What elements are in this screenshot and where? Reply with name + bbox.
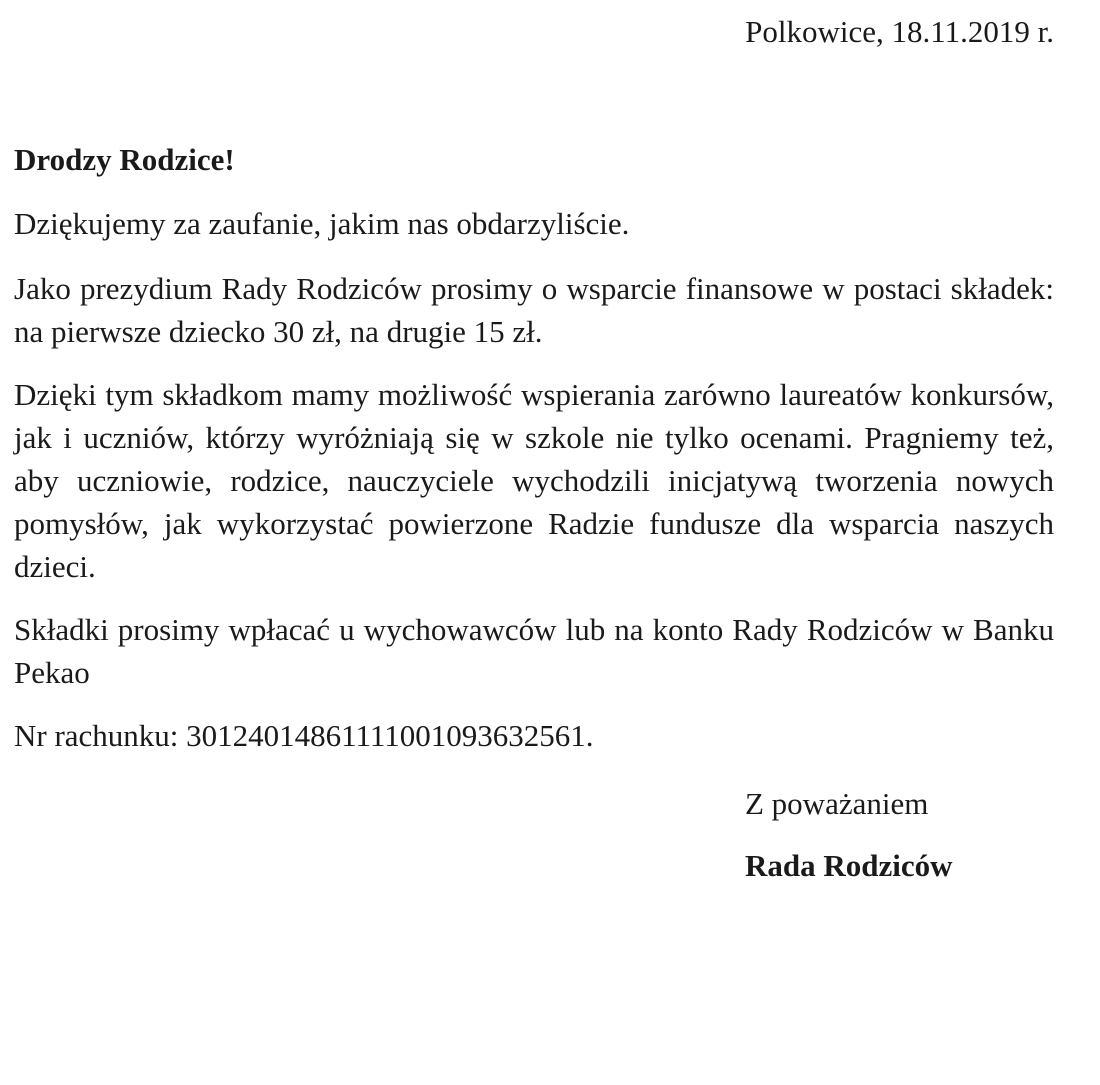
paragraph-contribution-request: Jako prezydium Rady Rodziców prosimy o wsparcie finansowe w postaci składek: na pierwsze dziecko 30 zł, na drugie 15 zł. — [14, 271, 1054, 349]
date-line: Polkowice, 18.11.2019 r. — [745, 14, 1054, 49]
paragraph-purpose: Dzięki tym składkom mamy możliwość wspierania zarówno laureatów konkursów, jak i uczniów, którzy wyróżniają się w szkole nie tylko ocenami. Pragniemy też, aby uczniowie, rodzice, nauczyciele wychodzili inicjatywą tworzenia nowych pomysłów, jak wykorzystać powierzone Radzie fundusze dla wsparcia naszych dzieci. — [14, 377, 1054, 584]
letter-body — [14, 202, 1054, 777]
paragraph-account-number: Nr rachunku: 30124014861111001093632561. — [14, 718, 594, 753]
greeting-heading: Drodzy Rodzice! — [14, 142, 235, 177]
paragraph-payment-info: Składki prosimy wpłacać u wychowawców lub na konto Rady Rodziców w Banku Pekao — [14, 612, 1054, 690]
closing-phrase: Z poważaniem — [745, 786, 929, 821]
signature: Rada Rodziców — [745, 848, 953, 883]
paragraph-thanks: Dziękujemy za zaufanie, jakim nas obdarzyliście. — [14, 206, 630, 241]
